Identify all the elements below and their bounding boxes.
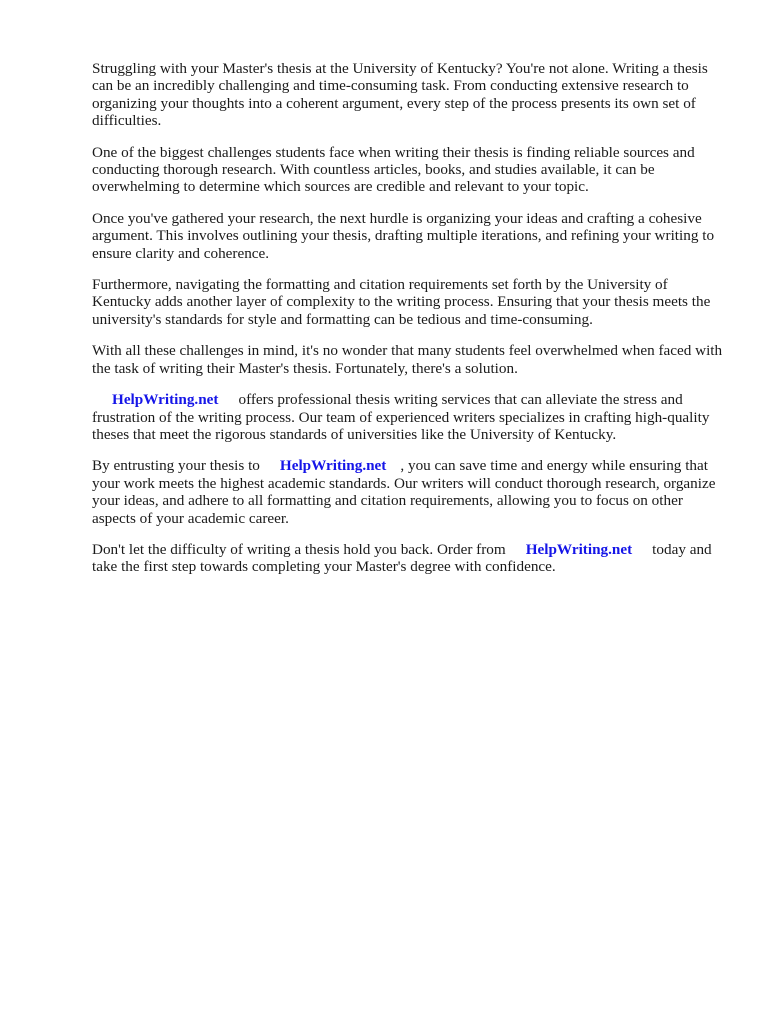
paragraph-entrusting xyxy=(92,457,728,527)
paragraph-entrusting-lead: By entrusting your thesis to xyxy=(92,457,260,475)
paragraph-order-lead: Don't let the difficulty of writing a thesis hold you back. Order from xyxy=(92,540,506,558)
paragraph-research: One of the biggest challenges students face when writing their thesis is finding reliable sources and conducting thorough research. With countless articles, books, and studies available, it can be overwhelming to determine which sources are credible and relevant to your topic. xyxy=(92,143,695,196)
paragraph-order-text: today and take the first step towards completing your Master's degree with confidence. xyxy=(92,540,712,576)
helpwriting-link[interactable]: HelpWriting.net xyxy=(279,457,387,475)
paragraph-services-text: offers professional thesis writing services that can alleviate the stress and frustration of the writing process. Our team of experienced writers specializes in crafting high-quality theses that meet the rigorous standards of universities like the University of Kentucky. xyxy=(92,391,710,443)
paragraph-solution: With all these challenges in mind, it's no wonder that many students feel overwhelmed when faced with the task of writing their Master's thesis. Fortunately, there's a solution. xyxy=(92,342,723,377)
paragraph-organizing: Once you've gathered your research, the next hurdle is organizing your ideas and crafting a cohesive argument. This involves outlining your thesis, drafting multiple iterations, and refining your writing to ensure clarity and coherence. xyxy=(92,209,715,262)
helpwriting-link[interactable]: HelpWriting.net xyxy=(525,540,633,558)
paragraph-formatting: Furthermore, navigating the formatting and citation requirements set forth by the University of Kentucky adds another layer of complexity to the writing process. Ensuring that your thesis meets the university's standards for style and formatting can be tedious and time-consuming. xyxy=(92,276,711,328)
document-page xyxy=(92,60,728,590)
paragraph-entrusting-text: , you can save time and energy while ensuring that your work meets the highest academic standards. Our writers will conduct thorough research, organize your ideas, and adhere to all formatting and citation requirements, allowing you to focus on other aspects of your academic career. xyxy=(92,457,716,527)
paragraph-order xyxy=(92,541,728,576)
helpwriting-link[interactable]: HelpWriting.net xyxy=(112,391,219,409)
paragraph-services xyxy=(92,391,728,443)
paragraph-intro: Struggling with your Master's thesis at the University of Kentucky? You're not alone. Writing a thesis can be an incredibly challenging and time-consuming task. From conducting extensive research to organizing your thoughts into a coherent argument, every step of the process presents its own set of difficulties. xyxy=(92,60,708,130)
